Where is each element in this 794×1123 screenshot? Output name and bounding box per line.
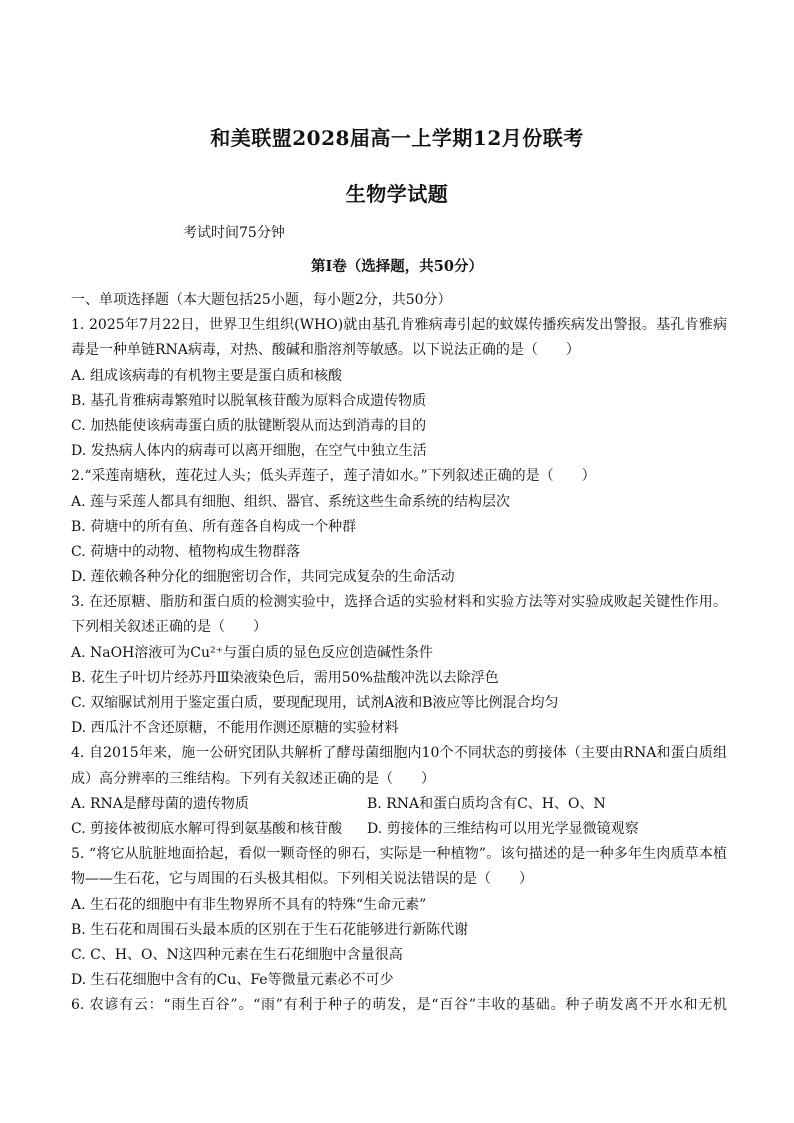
question-2-option-a: A. 莲与采莲人都具有细胞、组织、器官、系统这些生命系统的结构层次	[71, 493, 511, 510]
question-4-stem-line-1: 4. 自2015年来，施一公研究团队共解析了酵母菌细胞内10个不同状态的剪接体（主要由RNA和蛋白质组	[71, 745, 727, 762]
question-6-stem-line-1: 6. 农谚有云：“雨生百谷”。“雨”有利于种子的萌发，是“百谷”丰收的基础。种子萌发离不开水和无机	[71, 997, 727, 1014]
section-title: 一、单项选择题（本大题包括25小题，每小题2分，共50分）	[71, 292, 452, 308]
question-3-option-d: D. 西瓜汁不含还原糖，不能用作测还原糖的实验材料	[71, 720, 399, 737]
question-2-option-d: D. 莲依赖各种分化的细胞密切合作，共同完成复杂的生命活动	[71, 569, 455, 586]
question-2-stem-line-1: 2.“采莲南塘秋，莲花过人头；低头弄莲子，莲子清如水。”下列叙述正确的是（ ）	[71, 468, 596, 485]
exam-time: 考试时间75分钟	[183, 225, 285, 241]
question-4-stem-line-2: 成）高分辨率的三维结构。下列有关叙述正确的是（ ）	[71, 770, 435, 787]
exam-subtitle: 生物学试题	[345, 182, 449, 206]
question-5-option-b: B. 生石花和周围石头最本质的区别在于生石花能够进行新陈代谢	[71, 921, 469, 938]
question-5-option-c: C. C、H、O、N这四种元素在生石花细胞中含量很高	[71, 946, 403, 963]
question-1-stem-line-1: 1. 2025年7月22日，世界卫生组织(WHO)就由基孔肯雅病毒引起的蚊媒传播疾病发出警报。基孔肯雅病	[71, 317, 727, 334]
question-1-option-d: D. 发热病人体内的病毒可以离开细胞，在空气中独立生活	[71, 443, 427, 460]
question-4-option-a: A. RNA是酵母菌的遗传物质	[71, 795, 249, 812]
question-5-option-d: D. 生石花细胞中含有的Cu、Fe等微量元素必不可少	[71, 972, 394, 989]
question-3-option-c: C. 双缩脲试剂用于鉴定蛋白质，要现配现用，试剂A液和B液应等比例混合均匀	[71, 695, 559, 711]
question-4-option-d: D. 剪接体的三维结构可以用光学显微镜观察	[367, 820, 639, 837]
question-4-option-b: B. RNA和蛋白质均含有C、H、O、N	[367, 795, 606, 812]
exam-title: 和美联盟2028届高一上学期12月份联考	[210, 126, 584, 150]
question-4-option-c: C. 剪接体被彻底水解可得到氨基酸和核苷酸	[71, 820, 343, 837]
question-4-options-row-1	[71, 792, 727, 817]
question-1-option-c: C. 加热能使该病毒蛋白质的肽键断裂从而达到消毒的目的	[71, 417, 427, 434]
question-1-stem-line-2: 毒是一种单链RNA病毒，对热、酸碱和脂溶剂等敏感。以下说法正确的是（ ）	[71, 342, 580, 359]
question-body	[71, 288, 727, 1018]
question-1-option-a: A. 组成该病毒的有机物主要是蛋白质和核酸	[71, 367, 343, 384]
question-4-options-row-2	[71, 817, 727, 842]
question-5-stem-line-2: 物——生石花，它与周围的石头极其相似。下列相关说法错误的是（ ）	[71, 871, 533, 888]
part-title: 第Ⅰ卷（选择题，共50分）	[311, 258, 483, 275]
question-3-stem-line-1: 3. 在还原糖、脂肪和蛋白质的检测实验中，选择合适的实验材料和实验方法等对实验成败起关键性作用。	[71, 594, 727, 611]
question-5-stem-line-1: 5. “将它从肮脏地面拾起，看似一颗奇怪的卵石，实际是一种植物”。该句描述的是一种多年生肉质草本植	[71, 846, 727, 863]
question-3-stem-line-2: 下列相关叙述正确的是（ ）	[71, 619, 267, 636]
question-2-option-c: C. 荷塘中的动物、植物构成生物群落	[71, 543, 301, 560]
question-5-option-a: A. 生石花的细胞中有非生物界所不具有的特殊“生命元素”	[71, 896, 427, 913]
question-3-option-a: A. NaOH溶液可为Cu²⁺与蛋白质的显色反应创造碱性条件	[71, 644, 434, 661]
question-1-option-b: B. 基孔肯雅病毒繁殖时以脱氧核苷酸为原料合成遗传物质	[71, 392, 427, 409]
question-3-option-b: B. 花生子叶切片经苏丹Ⅲ染液染色后，需用50%盐酸冲洗以去除浮色	[71, 669, 499, 686]
question-2-option-b: B. 荷塘中的所有鱼、所有莲各自构成一个种群	[71, 518, 357, 535]
